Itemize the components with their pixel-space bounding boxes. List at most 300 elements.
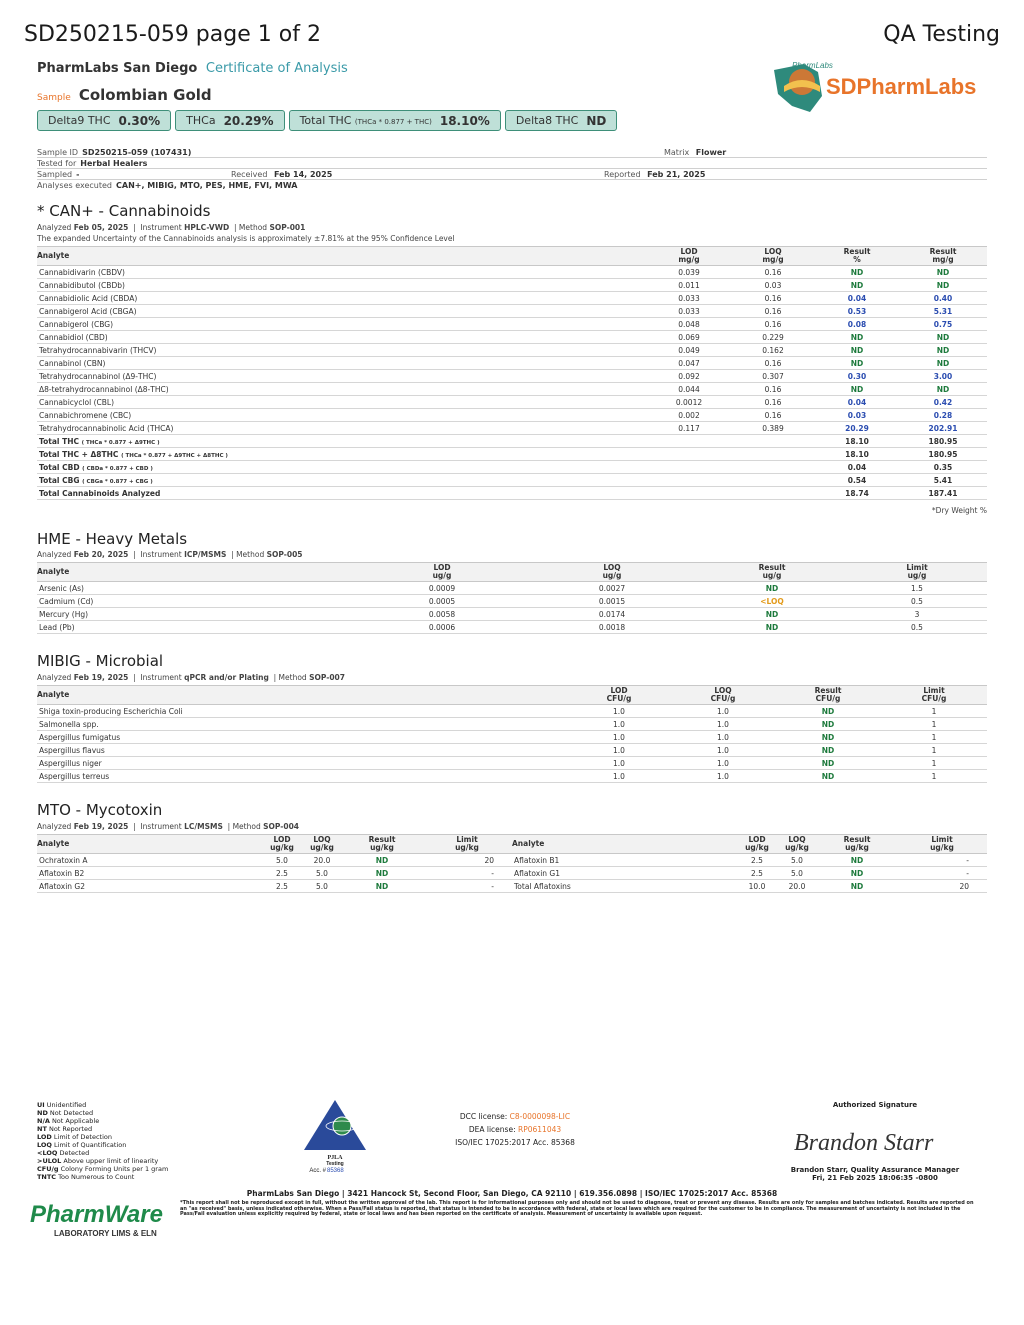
badge-thca: [175, 110, 284, 131]
result-value: ND: [817, 854, 897, 867]
limit-value: 0.5: [847, 595, 987, 608]
legend-meaning: Limit of Quantification: [54, 1141, 127, 1149]
badge-value: 20.29%: [223, 113, 274, 128]
pjla-globe: [333, 1117, 351, 1135]
badge-note: (THCa * 0.877 + THC): [354, 118, 432, 126]
loq-value: 1.0: [671, 757, 775, 770]
col-analyte: Analyte: [37, 839, 70, 848]
limit-value: 1: [881, 731, 987, 744]
loq-value: 0.03: [731, 279, 815, 292]
legend-item: [37, 1165, 168, 1173]
result-value: ND: [775, 731, 881, 744]
result-pct-value: 0.03: [815, 409, 899, 422]
result-value: ND: [342, 880, 422, 893]
result-mg-value: ND: [899, 383, 987, 396]
total-mg-value: 0.35: [899, 461, 987, 474]
badge-delta9-thc: [37, 110, 171, 131]
lod-value: 2.5: [737, 867, 777, 880]
result-value: ND: [775, 705, 881, 718]
legend-item: [37, 1101, 168, 1109]
result-value: ND: [697, 621, 847, 634]
analyte-name: Aspergillus niger: [37, 757, 567, 770]
legend-abbr: <LOQ: [37, 1149, 58, 1157]
total-row: [37, 461, 987, 474]
lod-value: 2.5: [262, 867, 302, 880]
analyte-name: Cannabigerol (CBG): [37, 318, 647, 331]
limit-value: -: [897, 854, 987, 867]
mycotoxin-analysis-info: Analyzed Feb 19, 2025 | Instrument LC/MSMS | Method SOP-004: [37, 822, 300, 831]
pjla-acc-label: Acc. #: [309, 1168, 326, 1174]
table-row: [37, 705, 987, 718]
total-name: Total CBG: [39, 475, 80, 485]
loq-value: 0.16: [731, 266, 815, 279]
sampled-value: -: [76, 169, 80, 179]
pharmware-logo-text: PharmWare: [30, 1201, 163, 1228]
loq-value: 0.16: [731, 318, 815, 331]
analyte-name: Cannabidivarin (CBDV): [37, 266, 647, 279]
legend-meaning: Above upper limit of linearity: [63, 1157, 159, 1165]
legend-abbr: TNTC: [37, 1173, 57, 1181]
lod-value: 1.0: [567, 757, 671, 770]
loq-value: 0.16: [731, 292, 815, 305]
result-pct-value: ND: [815, 383, 899, 396]
lod-value: 1.0: [567, 718, 671, 731]
result-pct-value: ND: [815, 344, 899, 357]
table-row: [37, 292, 987, 305]
pjla-name: PJLA: [327, 1155, 343, 1161]
analyte-name: Aspergillus flavus: [37, 744, 567, 757]
lod-value: [647, 474, 731, 487]
loq-value: 5.0: [777, 867, 817, 880]
lod-value: 1.0: [567, 731, 671, 744]
col-loq: LOQ mg/g: [762, 247, 784, 264]
result-value: ND: [775, 744, 881, 757]
lod-value: 0.0005: [357, 595, 527, 608]
matrix-value: Flower: [695, 147, 727, 157]
legend-meaning: Not Reported: [48, 1125, 93, 1133]
meta-row-analyses: [37, 180, 987, 191]
result-value: ND: [775, 718, 881, 731]
badge-value: 0.30%: [118, 113, 161, 128]
table-row: [37, 608, 987, 621]
lod-value: 0.047: [647, 357, 731, 370]
total-mg-value: 5.41: [899, 474, 987, 487]
total-mg-value: 180.95: [899, 435, 987, 448]
metals-title: HME - Heavy Metals: [37, 530, 188, 548]
pjla-accreditation-badge: [300, 1098, 370, 1174]
legend-abbr: CFU/g: [37, 1165, 59, 1173]
sample-line: [37, 85, 212, 104]
table-row: [37, 305, 987, 318]
result-mg-value: ND: [899, 266, 987, 279]
total-formula: ( CBGa * 0.877 + CBG ): [82, 478, 153, 485]
analyte-name: Aflatoxin B2: [37, 867, 262, 880]
analyte-name: Aspergillus fumigatus: [37, 731, 567, 744]
limit-value: -: [422, 867, 512, 880]
result-mg-value: 202.91: [899, 422, 987, 435]
legend-item: [37, 1141, 168, 1149]
loq-value: 0.162: [731, 344, 815, 357]
analyses-value: CAN+, MIBIG, MTO, PES, HME, FVI, MWA: [116, 181, 298, 190]
total-mg-value: 180.95: [899, 448, 987, 461]
result-value: ND: [775, 757, 881, 770]
result-mg-value: 0.42: [899, 396, 987, 409]
sample-meta: [37, 147, 987, 191]
table-row: [37, 731, 987, 744]
loq-value: 0.16: [731, 357, 815, 370]
loq-value: 1.0: [671, 770, 775, 783]
reported-field: [604, 170, 705, 179]
tested-for-label: Tested for: [37, 158, 77, 168]
lod-value: 0.069: [647, 331, 731, 344]
result-pct-value: 0.04: [815, 396, 899, 409]
lod-value: 0.0009: [357, 582, 527, 595]
analyte-name: Aflatoxin G2: [37, 880, 262, 893]
pjla-testing: Testing: [326, 1161, 344, 1167]
legend-meaning: Too Numerous to Count: [58, 1173, 135, 1181]
table-row: [37, 344, 987, 357]
document-id: SD250215-059 page 1 of 2: [24, 22, 321, 47]
microbial-table: [37, 685, 987, 783]
legend-item: [37, 1149, 168, 1157]
col-lod-2: LOD ug/kg: [745, 835, 769, 852]
result-mg-value: ND: [899, 331, 987, 344]
table-row: [37, 757, 987, 770]
limit-value: 20: [422, 854, 512, 867]
table-row: [37, 357, 987, 370]
sample-id-value: SD250215-059 (107431): [82, 147, 192, 157]
lod-value: [647, 435, 731, 448]
result-value: ND: [342, 867, 422, 880]
total-name: Total THC + Δ8THC: [39, 449, 119, 459]
analyte-name: Tetrahydrocannabivarin (THCV): [37, 344, 647, 357]
limit-value: -: [422, 880, 512, 893]
result-mg-value: ND: [899, 344, 987, 357]
cannabinoids-table: [37, 246, 987, 500]
table-row: [37, 744, 987, 757]
analyte-name: Tetrahydrocannabinol (Δ9-THC): [37, 370, 647, 383]
limit-value: 1.5: [847, 582, 987, 595]
legend-item: [37, 1173, 168, 1181]
lod-value: 1.0: [567, 744, 671, 757]
document-type: QA Testing: [883, 22, 1000, 47]
legend-item: [37, 1125, 168, 1133]
loq-value: [731, 461, 815, 474]
col-analyte-2: Analyte: [512, 839, 545, 848]
received-value: Feb 14, 2025: [273, 169, 333, 179]
dry-weight-note: *Dry Weight %: [931, 506, 987, 515]
analyte-name: Salmonella spp.: [37, 718, 567, 731]
lod-value: 0.049: [647, 344, 731, 357]
badge-label: Total THC (THCa * 0.877 + THC): [299, 114, 432, 127]
lod-value: [647, 448, 731, 461]
col-loq: LOQ ug/kg: [310, 835, 334, 852]
disclaimer: *This report shall not be reproduced except in full, without the written approval of the lab. This report is for informational purposes only and should not be used to diagnose, treat or prevent any disease. Results are only for samples and batches indicated. Results are reported on an "as received" basis, unless indicated otherwise. When a Pass/Fail status is reported, that status is intended to be in accordance with federal, state or local laws which are required for the customer to be in compliance. The measurement of uncertainty is not included in the Pass/Fail evaluation unless explicitly required by federal, state or local laws and has been reported on the certificate of analysis. Measurement of uncertainty is available upon request.: [180, 1200, 974, 1217]
sample-id-label: Sample ID: [37, 147, 79, 157]
signatory: [770, 1166, 980, 1182]
col-result: Result ug/kg: [368, 835, 396, 852]
total-pct-value: 18.10: [815, 435, 899, 448]
analyte-name: Aflatoxin B1: [512, 854, 737, 867]
analyte-name: Cannabidiolic Acid (CBDA): [37, 292, 647, 305]
result-mg-value: 0.28: [899, 409, 987, 422]
loq-value: 0.16: [731, 305, 815, 318]
analyte-name: Total Aflatoxins: [512, 880, 737, 893]
loq-value: 0.389: [731, 422, 815, 435]
lod-value: 0.033: [647, 305, 731, 318]
col-result-2: Result ug/kg: [843, 835, 871, 852]
col-result-mg: Result mg/g: [929, 247, 957, 264]
analyte-name: Cannabidibutol (CBDb): [37, 279, 647, 292]
col-limit: Limit CFU/g: [921, 686, 947, 703]
legend-meaning: Colony Forming Units per 1 gram: [60, 1165, 169, 1173]
analyte-name: Cannabidiol (CBD): [37, 331, 647, 344]
result-pct-value: 0.53: [815, 305, 899, 318]
loq-value: [731, 435, 815, 448]
reported-label: Reported: [604, 169, 641, 179]
total-row: [37, 448, 987, 461]
analyses-label: Analyses executed: [37, 181, 112, 190]
table-row: [37, 266, 987, 279]
handwritten-signature: [790, 1120, 970, 1160]
total-row: [37, 435, 987, 448]
analyte-name: Mercury (Hg): [37, 608, 357, 621]
loq-value: 0.16: [731, 383, 815, 396]
loq-value: 1.0: [671, 744, 775, 757]
result-mg-value: ND: [899, 279, 987, 292]
legend-meaning: Not Applicable: [51, 1117, 100, 1125]
sample-name: Colombian Gold: [78, 86, 212, 104]
potency-badges: [37, 110, 617, 131]
tested-for-value: Herbal Healers: [80, 158, 148, 168]
logo-text: SDPharmLabs: [826, 74, 977, 99]
result-value: ND: [775, 770, 881, 783]
result-value: ND: [817, 867, 897, 880]
loq-value: 1.0: [671, 718, 775, 731]
matrix-field: [664, 148, 726, 157]
result-pct-value: 0.08: [815, 318, 899, 331]
loq-value: [731, 474, 815, 487]
loq-value: 0.16: [731, 409, 815, 422]
limit-value: 1: [881, 744, 987, 757]
legend-meaning: Detected: [59, 1149, 90, 1157]
result-value: <LOQ: [697, 595, 847, 608]
col-loq: LOQ CFU/g: [710, 686, 736, 703]
lod-value: 0.0006: [357, 621, 527, 634]
table-header-row: [37, 563, 987, 582]
signature-script: Brandon Starr: [794, 1130, 934, 1156]
badge-label: Delta8 THC: [515, 114, 579, 127]
lod-value: 0.0058: [357, 608, 527, 621]
loq-value: 0.0018: [527, 621, 697, 634]
legend-item: [37, 1157, 168, 1165]
limit-value: 20: [897, 880, 987, 893]
legend-item: [37, 1117, 168, 1125]
loq-value: 0.0027: [527, 582, 697, 595]
result-mg-value: 3.00: [899, 370, 987, 383]
table-header-row: [37, 835, 987, 854]
cannabinoids-title: * CAN+ - Cannabinoids: [37, 202, 211, 220]
col-analyte: Analyte: [37, 690, 70, 699]
mycotoxin-title: MTO - Mycotoxin: [37, 801, 163, 819]
lod-value: [647, 461, 731, 474]
analyte-name: Aspergillus terreus: [37, 770, 567, 783]
sampled-label: Sampled: [37, 169, 73, 179]
table-row: [37, 318, 987, 331]
total-label: [37, 448, 647, 461]
matrix-label: Matrix: [664, 147, 690, 157]
analyte-name: Cannabicyclol (CBL): [37, 396, 647, 409]
col-limit-2: Limit ug/kg: [930, 835, 954, 852]
loq-value: 0.0174: [527, 608, 697, 621]
total-row: [37, 474, 987, 487]
table-row: [37, 854, 987, 867]
pjla-acc-number: 85368: [327, 1168, 344, 1174]
table-row: [37, 621, 987, 634]
reported-value: Feb 21, 2025: [647, 169, 706, 179]
result-mg-value: 0.75: [899, 318, 987, 331]
lod-value: 0.048: [647, 318, 731, 331]
legend-abbr: LOD: [37, 1133, 52, 1141]
loq-value: 1.0: [671, 705, 775, 718]
col-result: Result ug/g: [758, 563, 786, 580]
legend-abbr: N/A: [37, 1117, 50, 1125]
table-row: [37, 279, 987, 292]
loq-value: 0.0015: [527, 595, 697, 608]
col-lod: LOD ug/kg: [270, 835, 294, 852]
legend-meaning: Unidentified: [46, 1101, 87, 1109]
limit-value: 1: [881, 757, 987, 770]
lod-value: 2.5: [262, 880, 302, 893]
result-pct-value: ND: [815, 266, 899, 279]
table-row: [37, 718, 987, 731]
total-name: Total CBD: [39, 462, 80, 472]
signature-date: Fri, 21 Feb 2025 18:06:35 -0800: [812, 1174, 938, 1182]
loq-value: 0.307: [731, 370, 815, 383]
limit-value: -: [897, 867, 987, 880]
lab-name-text: PharmLabs San Diego: [37, 61, 198, 76]
loq-value: 0.229: [731, 331, 815, 344]
total-name: Total THC: [39, 436, 79, 446]
analyte-name: Ochratoxin A: [37, 854, 262, 867]
total-label: [37, 435, 647, 448]
limit-value: 1: [881, 705, 987, 718]
lod-value: 0.033: [647, 292, 731, 305]
legend-item: [37, 1133, 168, 1141]
col-result: Result CFU/g: [814, 686, 842, 703]
total-row: [37, 487, 987, 500]
table-row: [37, 370, 987, 383]
analyte-name: Δ8-tetrahydrocannabinol (Δ8-THC): [37, 383, 647, 396]
loq-value: [731, 448, 815, 461]
cannabinoids-uncertainty-note: The expanded Uncertainty of the Cannabinoids analysis is approximately ±7.81% at the 95% Confidence Level: [37, 234, 455, 243]
result-value: ND: [697, 582, 847, 595]
loq-value: 5.0: [777, 854, 817, 867]
lod-value: 0.011: [647, 279, 731, 292]
analyte-name: Tetrahydrocannabinolic Acid (THCA): [37, 422, 647, 435]
analyte-name: Cannabichromene (CBC): [37, 409, 647, 422]
badge-delta8-thc: [505, 110, 618, 131]
result-mg-value: ND: [899, 357, 987, 370]
table-row: [37, 595, 987, 608]
cannabinoids-analysis-info: Analyzed Feb 05, 2025 | Instrument HPLC-VWD | Method SOP-001: [37, 223, 306, 232]
loq-value: [731, 487, 815, 500]
badge-total-thc: [289, 110, 501, 131]
loq-value: 1.0: [671, 731, 775, 744]
result-mg-value: 0.40: [899, 292, 987, 305]
lod-value: 0.092: [647, 370, 731, 383]
meta-row-dates: [37, 169, 987, 180]
result-pct-value: 0.30: [815, 370, 899, 383]
lod-value: 2.5: [737, 854, 777, 867]
col-result-pct: Result %: [843, 247, 871, 264]
lod-value: 0.039: [647, 266, 731, 279]
total-pct-value: 0.54: [815, 474, 899, 487]
lod-value: 1.0: [567, 705, 671, 718]
result-value: ND: [817, 880, 897, 893]
pharmware-logo-subtitle: LABORATORY LIMS & ELN: [54, 1229, 157, 1238]
loq-value: 20.0: [777, 880, 817, 893]
abbreviation-legend: [37, 1101, 168, 1181]
badge-value: 18.10%: [439, 113, 490, 128]
col-lod: LOD ug/g: [432, 563, 452, 580]
col-loq: LOQ ug/g: [602, 563, 622, 580]
col-lod: LOD mg/g: [678, 247, 700, 264]
total-formula: ( THCa * 0.877 + Δ9THC + Δ8THC ): [121, 452, 228, 459]
total-formula: ( THCa * 0.877 + Δ9THC ): [81, 439, 160, 446]
result-value: ND: [342, 854, 422, 867]
legend-meaning: Limit of Detection: [53, 1133, 113, 1141]
lod-value: 0.044: [647, 383, 731, 396]
lod-value: 1.0: [567, 770, 671, 783]
microbial-analysis-info: Analyzed Feb 19, 2025 | Instrument qPCR and/or Plating | Method SOP-007: [37, 673, 345, 682]
limit-value: 3: [847, 608, 987, 621]
lod-value: 0.002: [647, 409, 731, 422]
table-row: [37, 582, 987, 595]
limit-value: 0.5: [847, 621, 987, 634]
col-limit: Limit ug/kg: [455, 835, 479, 852]
lab-name: [37, 61, 348, 76]
total-label: [37, 461, 647, 474]
analyte-name: Cannabigerol Acid (CBGA): [37, 305, 647, 318]
total-formula: ( CBDa * 0.877 + CBD ): [82, 465, 153, 472]
lod-value: 10.0: [737, 880, 777, 893]
loq-value: 5.0: [302, 880, 342, 893]
badge-value: ND: [586, 113, 607, 128]
license-block: [445, 1110, 585, 1149]
lod-value: 0.117: [647, 422, 731, 435]
metals-table: [37, 562, 987, 634]
coa-title: Certificate of Analysis: [205, 61, 348, 76]
analyte-name: Lead (Pb): [37, 621, 357, 634]
total-name: Total Cannabinoids Analyzed: [39, 488, 161, 498]
analyte-name: Cadmium (Cd): [37, 595, 357, 608]
analyte-name: Arsenic (As): [37, 582, 357, 595]
col-analyte: Analyte: [37, 251, 70, 260]
meta-row-tested-for: [37, 158, 987, 169]
legend-abbr: LOQ: [37, 1141, 52, 1149]
lod-value: [647, 487, 731, 500]
sample-label: Sample: [37, 93, 71, 103]
result-pct-value: ND: [815, 279, 899, 292]
table-row: [37, 383, 987, 396]
meta-row-id: [37, 147, 987, 158]
limit-value: 1: [881, 770, 987, 783]
limit-value: 1: [881, 718, 987, 731]
analyte-name: Cannabinol (CBN): [37, 357, 647, 370]
total-label: [37, 487, 647, 500]
pharmware-logo: [30, 1196, 170, 1246]
